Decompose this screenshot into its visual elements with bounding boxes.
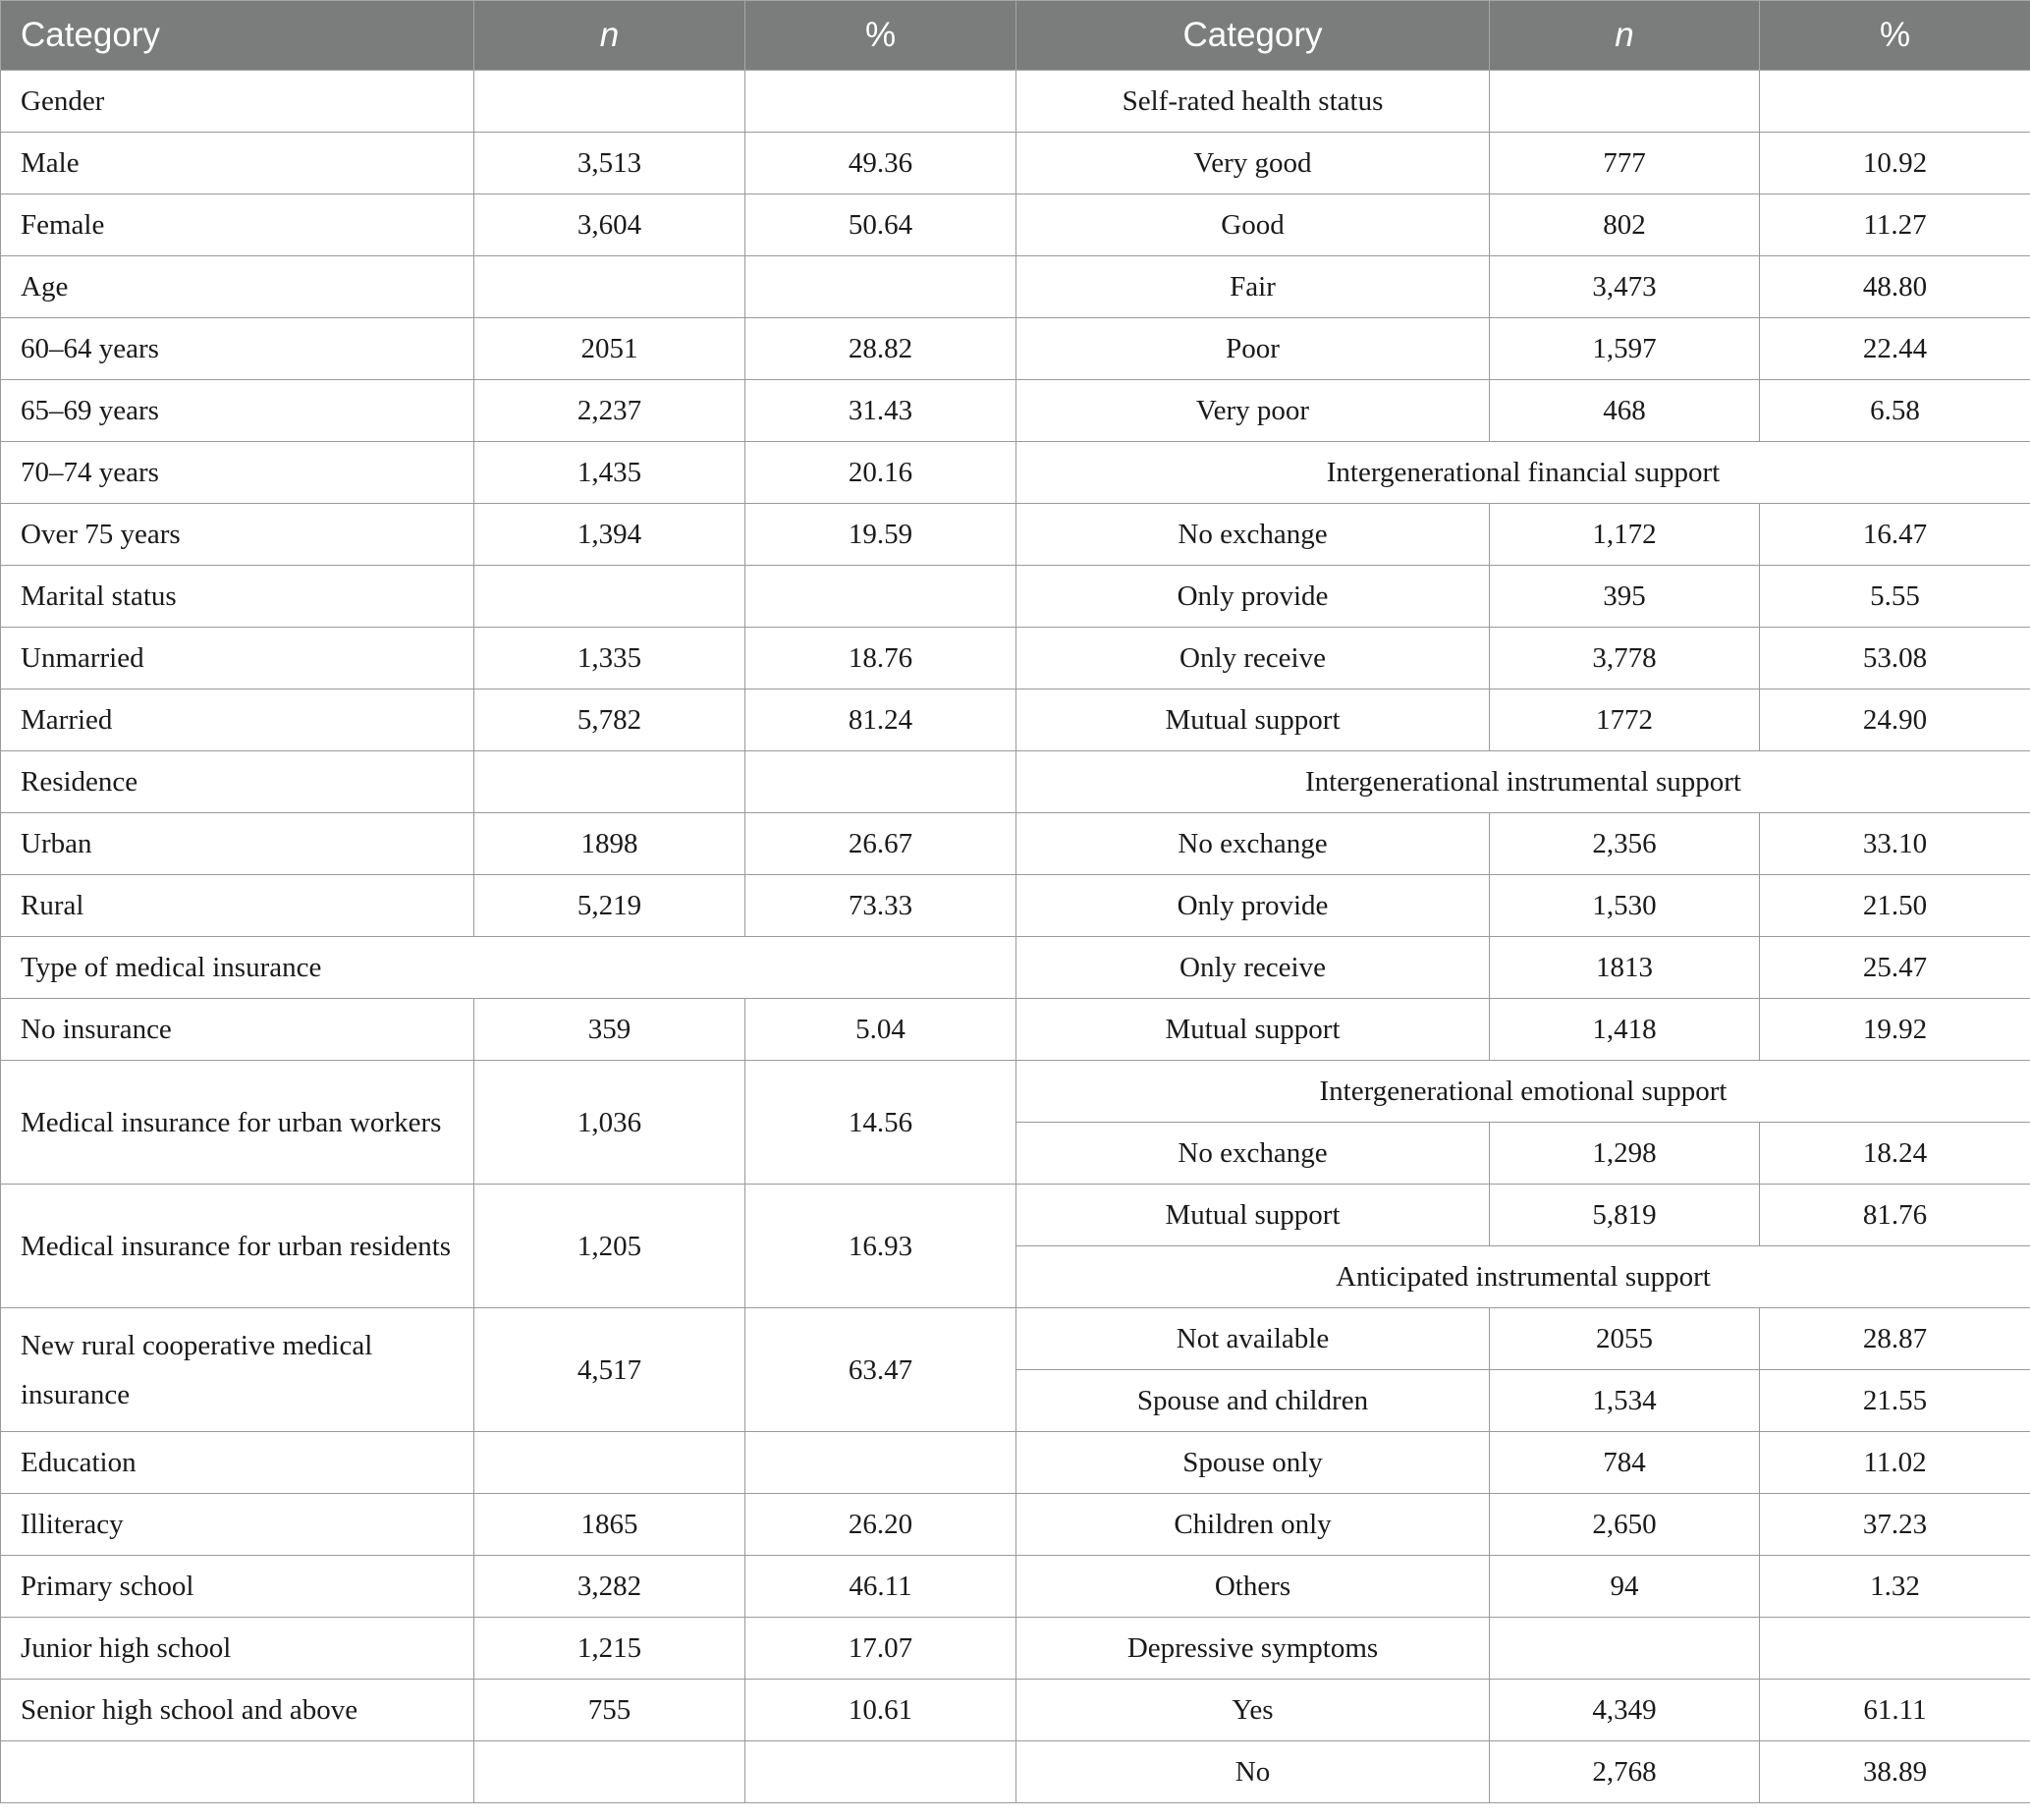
- cell-n: 1898: [474, 813, 745, 875]
- cell-label: Mutual support: [1016, 689, 1490, 751]
- table-row: [1, 1061, 2030, 1123]
- cell-n: 777: [1490, 133, 1760, 194]
- table-row: [1, 504, 2030, 566]
- empty-cell: [745, 566, 1016, 628]
- table-row: [1, 999, 2030, 1061]
- cell-label: Married: [1, 689, 474, 751]
- cell-percent: 28.87: [1760, 1308, 2030, 1370]
- empty-cell: [745, 256, 1016, 318]
- cell-label: Good: [1016, 194, 1490, 256]
- group-label-gender: Gender: [1, 71, 474, 133]
- cell-label: Poor: [1016, 318, 1490, 380]
- cell-n: 3,604: [474, 194, 745, 256]
- cell-n: 395: [1490, 566, 1760, 628]
- cell-n: 1,534: [1490, 1370, 1760, 1432]
- cell-label: No exchange: [1016, 813, 1490, 875]
- cell-n: 4,517: [474, 1308, 745, 1432]
- cell-label: Illiteracy: [1, 1494, 474, 1556]
- cell-label: 60–64 years: [1, 318, 474, 380]
- cell-percent: 5.04: [745, 999, 1016, 1061]
- cell-percent: 28.82: [745, 318, 1016, 380]
- cell-n: 5,219: [474, 875, 745, 937]
- cell-label: Very poor: [1016, 380, 1490, 442]
- table-row: [1, 1308, 2030, 1370]
- cell-n: 1,335: [474, 628, 745, 689]
- cell-n: 2055: [1490, 1308, 1760, 1370]
- cell-percent: 46.11: [745, 1556, 1016, 1618]
- table-row: [1, 71, 2030, 133]
- cell-n: 3,473: [1490, 256, 1760, 318]
- cell-label: Very good: [1016, 133, 1490, 194]
- cell-label: Junior high school: [1, 1618, 474, 1680]
- empty-cell: [474, 1432, 745, 1494]
- cell-n: 1,597: [1490, 318, 1760, 380]
- table-row: [1, 628, 2030, 689]
- empty-cell: [474, 1741, 745, 1803]
- cell-label: Others: [1016, 1556, 1490, 1618]
- cell-percent: 14.56: [745, 1061, 1016, 1185]
- cell-label: No exchange: [1016, 1123, 1490, 1185]
- cell-label: Primary school: [1, 1556, 474, 1618]
- cell-percent: 81.24: [745, 689, 1016, 751]
- cell-percent: 11.02: [1760, 1432, 2030, 1494]
- table-row: [1, 1185, 2030, 1246]
- table-row: [1, 689, 2030, 751]
- empty-cell: [474, 256, 745, 318]
- cell-n: 5,782: [474, 689, 745, 751]
- cell-percent: 33.10: [1760, 813, 2030, 875]
- cell-label: Only receive: [1016, 628, 1490, 689]
- group-label-education: Education: [1, 1432, 474, 1494]
- cell-n: 468: [1490, 380, 1760, 442]
- cell-percent: 21.50: [1760, 875, 2030, 937]
- table-row: [1, 318, 2030, 380]
- empty-cell: [745, 71, 1016, 133]
- cell-percent: 11.27: [1760, 194, 2030, 256]
- cell-n: 1865: [474, 1494, 745, 1556]
- cell-label: Medical insurance for urban workers: [1, 1061, 474, 1185]
- cell-percent: 24.90: [1760, 689, 2030, 751]
- cell-percent: 25.47: [1760, 937, 2030, 999]
- group-label-depressive: Depressive symptoms: [1016, 1618, 1490, 1680]
- empty-cell: [1490, 71, 1760, 133]
- cell-n: 2,768: [1490, 1741, 1760, 1803]
- group-label-anticipated: Anticipated instrumental support: [1016, 1246, 2030, 1308]
- cell-label: Mutual support: [1016, 1185, 1490, 1246]
- cell-n: 3,513: [474, 133, 745, 194]
- cell-percent: 20.16: [745, 442, 1016, 504]
- cell-label: Spouse only: [1016, 1432, 1490, 1494]
- cell-label: 65–69 years: [1, 380, 474, 442]
- header-row: [1, 1, 2030, 71]
- cell-percent: 19.92: [1760, 999, 2030, 1061]
- group-label-residence: Residence: [1, 751, 474, 813]
- cell-percent: 1.32: [1760, 1556, 2030, 1618]
- cell-percent: 50.64: [745, 194, 1016, 256]
- cell-label: Unmarried: [1, 628, 474, 689]
- group-label-emotional: Intergenerational emotional support: [1016, 1061, 2030, 1123]
- cell-n: 1,298: [1490, 1123, 1760, 1185]
- empty-cell: [1490, 1618, 1760, 1680]
- cell-n: 802: [1490, 194, 1760, 256]
- group-label-marital: Marital status: [1, 566, 474, 628]
- group-label-age: Age: [1, 256, 474, 318]
- cell-label: No exchange: [1016, 504, 1490, 566]
- cell-n: 1772: [1490, 689, 1760, 751]
- cell-label: Spouse and children: [1016, 1370, 1490, 1432]
- cell-n: 1,205: [474, 1185, 745, 1308]
- cell-n: 2,650: [1490, 1494, 1760, 1556]
- group-label-financial: Intergenerational financial support: [1016, 442, 2030, 504]
- cell-percent: 63.47: [745, 1308, 1016, 1432]
- cell-percent: 18.24: [1760, 1123, 2030, 1185]
- cell-label: No: [1016, 1741, 1490, 1803]
- group-label-insurance: Type of medical insurance: [1, 937, 1016, 999]
- cell-label: Only provide: [1016, 566, 1490, 628]
- cell-n: 1,418: [1490, 999, 1760, 1061]
- cell-percent: 16.93: [745, 1185, 1016, 1308]
- empty-cell: [1760, 71, 2030, 133]
- cell-label: Over 75 years: [1, 504, 474, 566]
- cell-percent: 81.76: [1760, 1185, 2030, 1246]
- table-row: [1, 1680, 2030, 1741]
- cell-percent: 19.59: [745, 504, 1016, 566]
- table-row: [1, 1618, 2030, 1680]
- cell-percent: 10.92: [1760, 133, 2030, 194]
- cell-percent: 73.33: [745, 875, 1016, 937]
- table-row: [1, 442, 2030, 504]
- cell-label: Medical insurance for urban residents: [1, 1185, 474, 1308]
- cell-label: Rural: [1, 875, 474, 937]
- cell-label: Only receive: [1016, 937, 1490, 999]
- table-row: [1, 256, 2030, 318]
- cell-n: 1,215: [474, 1618, 745, 1680]
- cell-n: 1,172: [1490, 504, 1760, 566]
- cell-n: 1813: [1490, 937, 1760, 999]
- empty-cell: [745, 1432, 1016, 1494]
- cell-percent: 49.36: [745, 133, 1016, 194]
- cell-label: Not available: [1016, 1308, 1490, 1370]
- cell-label: Only provide: [1016, 875, 1490, 937]
- header-category-right: Category: [1016, 1, 1490, 71]
- empty-cell: [745, 1741, 1016, 1803]
- cell-percent: 18.76: [745, 628, 1016, 689]
- cell-percent: 61.11: [1760, 1680, 2030, 1741]
- cell-percent: 17.07: [745, 1618, 1016, 1680]
- empty-cell: [474, 71, 745, 133]
- table-row: [1, 194, 2030, 256]
- table-row: [1, 937, 2030, 999]
- cell-n: 1,435: [474, 442, 745, 504]
- table-row: [1, 1494, 2030, 1556]
- header-n-right: n: [1490, 1, 1760, 71]
- header-category-left: Category: [1, 1, 474, 71]
- cell-percent: 48.80: [1760, 256, 2030, 318]
- empty-cell: [745, 751, 1016, 813]
- table-row: [1, 813, 2030, 875]
- cell-label: 70–74 years: [1, 442, 474, 504]
- cell-percent: 21.55: [1760, 1370, 2030, 1432]
- table-row: [1, 875, 2030, 937]
- cell-label: Yes: [1016, 1680, 1490, 1741]
- group-label-instrumental: Intergenerational instrumental support: [1016, 751, 2030, 813]
- cell-percent: 38.89: [1760, 1741, 2030, 1803]
- cell-percent: 26.67: [745, 813, 1016, 875]
- cell-n: 4,349: [1490, 1680, 1760, 1741]
- cell-label: No insurance: [1, 999, 474, 1061]
- cell-label: Mutual support: [1016, 999, 1490, 1061]
- cell-percent: 10.61: [745, 1680, 1016, 1741]
- cell-label: Children only: [1016, 1494, 1490, 1556]
- cell-n: 755: [474, 1680, 745, 1741]
- cell-n: 2051: [474, 318, 745, 380]
- cell-percent: 5.55: [1760, 566, 2030, 628]
- cell-label: Urban: [1, 813, 474, 875]
- cell-n: 2,356: [1490, 813, 1760, 875]
- empty-cell: [474, 566, 745, 628]
- cell-n: 2,237: [474, 380, 745, 442]
- cell-n: 359: [474, 999, 745, 1061]
- header-percent-left: %: [745, 1, 1016, 71]
- cell-n: 1,394: [474, 504, 745, 566]
- cell-label: Fair: [1016, 256, 1490, 318]
- cell-percent: 26.20: [745, 1494, 1016, 1556]
- table-row: [1, 380, 2030, 442]
- cell-percent: 31.43: [745, 380, 1016, 442]
- cell-percent: 6.58: [1760, 380, 2030, 442]
- cell-percent: 53.08: [1760, 628, 2030, 689]
- cell-n: 3,778: [1490, 628, 1760, 689]
- header-percent-right: %: [1760, 1, 2030, 71]
- table-row: [1, 1741, 2030, 1803]
- cell-label: New rural cooperative medical insurance: [1, 1308, 474, 1432]
- cell-n: 3,282: [474, 1556, 745, 1618]
- cell-percent: 37.23: [1760, 1494, 2030, 1556]
- cell-label: Female: [1, 194, 474, 256]
- cell-percent: 16.47: [1760, 504, 2030, 566]
- table-row: [1, 1432, 2030, 1494]
- cell-percent: 22.44: [1760, 318, 2030, 380]
- cell-n: 5,819: [1490, 1185, 1760, 1246]
- table-row: [1, 133, 2030, 194]
- header-n-left: n: [474, 1, 745, 71]
- group-label-health: Self-rated health status: [1016, 71, 1490, 133]
- empty-cell: [1760, 1618, 2030, 1680]
- cell-n: 94: [1490, 1556, 1760, 1618]
- table-row: [1, 566, 2030, 628]
- table-row: [1, 751, 2030, 813]
- cell-n: 1,530: [1490, 875, 1760, 937]
- cell-label: Male: [1, 133, 474, 194]
- empty-cell: [474, 751, 745, 813]
- table-row: [1, 1556, 2030, 1618]
- empty-cell: [1, 1741, 474, 1803]
- cell-n: 784: [1490, 1432, 1760, 1494]
- cell-label: Senior high school and above: [1, 1680, 474, 1741]
- cell-n: 1,036: [474, 1061, 745, 1185]
